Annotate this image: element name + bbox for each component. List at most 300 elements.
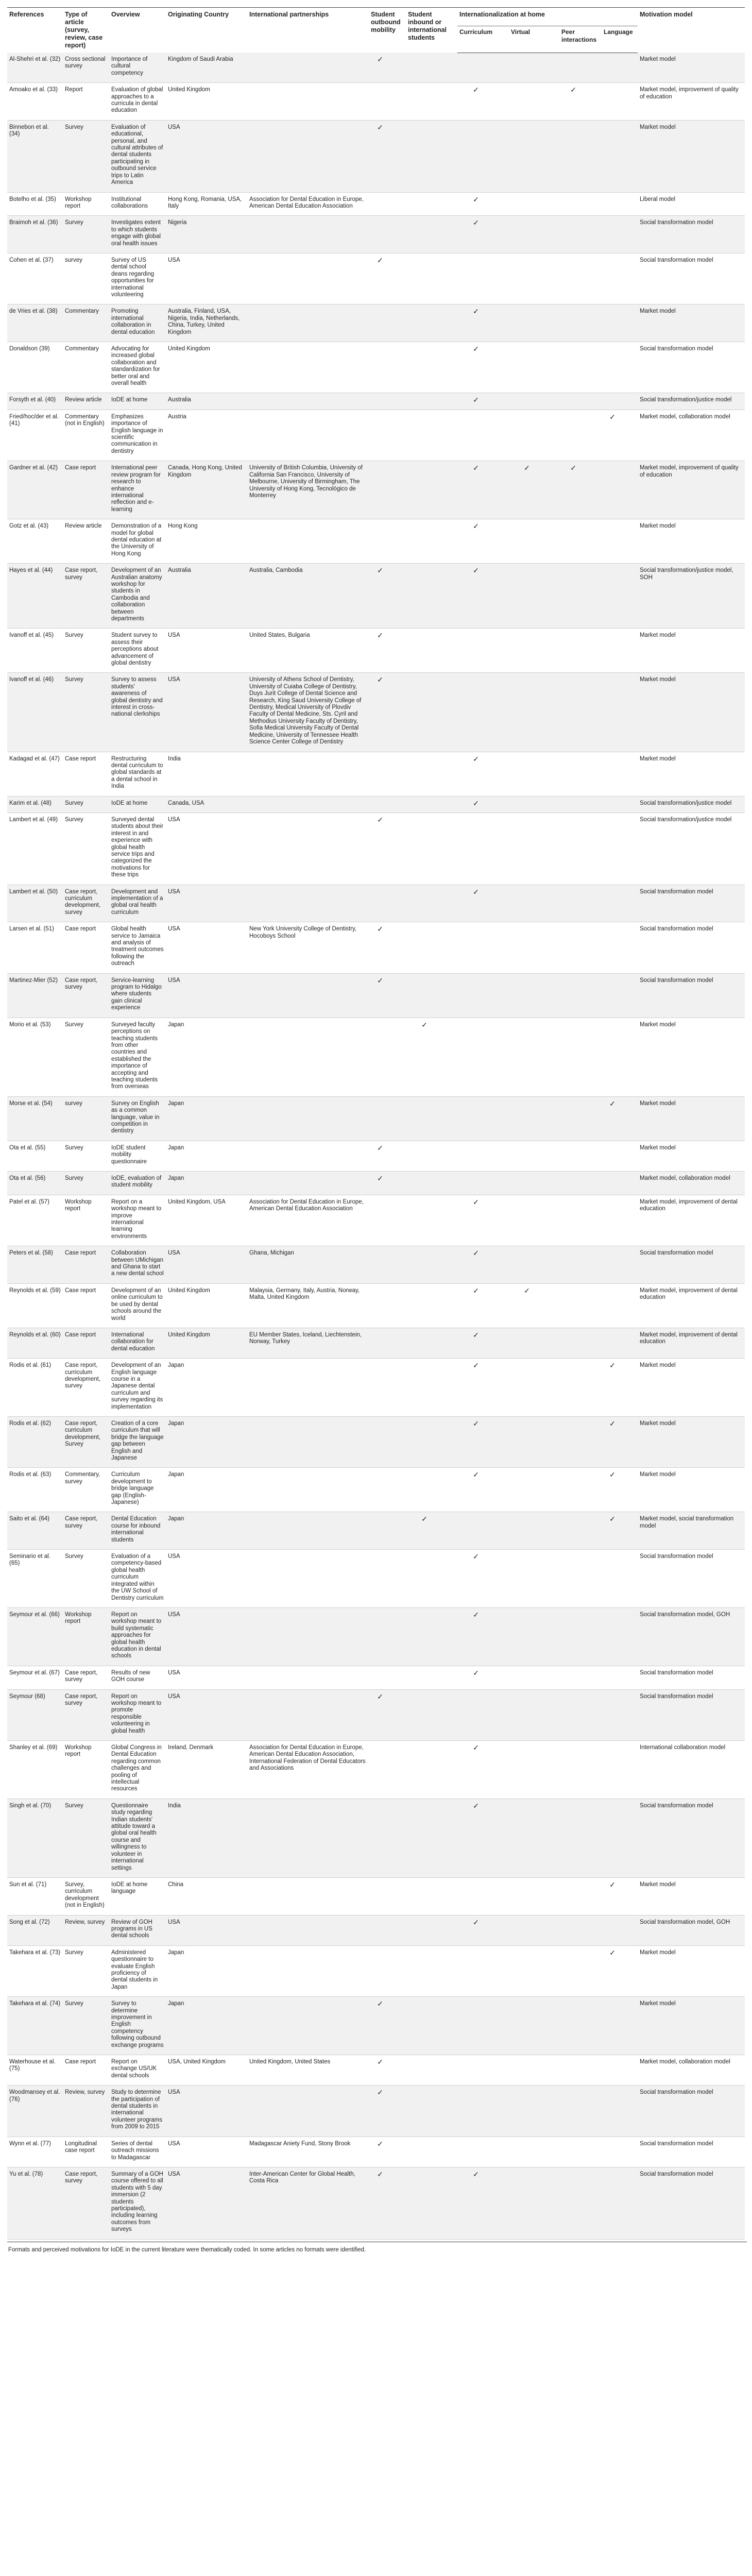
- check-mark-icon: ✓: [473, 1197, 479, 1206]
- cell-vir: [509, 629, 559, 673]
- cell-cur: [457, 1877, 509, 1915]
- cell-partners: [247, 1799, 369, 1877]
- cell-out: [369, 1689, 406, 1740]
- check-mark-icon: ✓: [421, 1515, 428, 1523]
- table-row: [7, 410, 745, 461]
- cell-out: [369, 2055, 406, 2086]
- cell-ref: Shanley et al. (69): [7, 1741, 63, 1799]
- cell-lang: [602, 1997, 638, 2055]
- cell-ref: Amoako et al. (33): [7, 83, 63, 121]
- header-references: References: [7, 8, 63, 53]
- header-overview: Overview: [109, 8, 166, 53]
- cell-peer: [559, 1359, 602, 1417]
- cell-lang: [602, 120, 638, 192]
- cell-ref: Al-Shehri et al. (32): [7, 53, 63, 83]
- cell-cur: [457, 342, 509, 393]
- cell-type: Survey: [63, 1172, 109, 1195]
- cell-out: [369, 1283, 406, 1328]
- cell-type: Commentary (not in English): [63, 410, 109, 461]
- cell-motive: Market model: [638, 629, 745, 673]
- cell-lang: [602, 1096, 638, 1141]
- cell-in: [406, 393, 457, 410]
- cell-lang: [602, 922, 638, 973]
- cell-in: [406, 885, 457, 922]
- cell-partners: University of Athens School of Dentistry, University of Cuiaba College of Dentistry, Duys Jurit College of Dental Science and Research, King Saud University College of Dentistry, Medical University of Plovdiv Faculty of Dental Medicine, Sts. Cyril and Methodius University Faculty of Dentistry, Sofia Medical University Faculty of Dental Medicine, University of Tennessee Health Science Center College of Dentistry: [247, 673, 369, 752]
- check-mark-icon: ✓: [473, 345, 479, 353]
- cell-vir: [509, 1246, 559, 1284]
- cell-cur: [457, 1018, 509, 1096]
- cell-lang: [602, 2137, 638, 2167]
- cell-out: [369, 1328, 406, 1358]
- cell-overview: Development of an English language course in a Japanese dental curriculum and survey regarding its implementation: [109, 1359, 166, 1417]
- cell-peer: [559, 973, 602, 1018]
- cell-lang: [602, 673, 638, 752]
- check-mark-icon: ✓: [377, 925, 383, 934]
- cell-ref: de Vries et al. (38): [7, 304, 63, 342]
- cell-overview: Review of GOH programs in US dental schools: [109, 1915, 166, 1945]
- cell-in: [406, 253, 457, 304]
- table-row: [7, 1246, 745, 1284]
- cell-in: [406, 1607, 457, 1666]
- cell-vir: [509, 1195, 559, 1246]
- check-mark-icon: ✓: [570, 464, 576, 472]
- table-row: [7, 304, 745, 342]
- cell-partners: [247, 1512, 369, 1550]
- check-mark-icon: ✓: [473, 566, 479, 575]
- cell-lang: [602, 1246, 638, 1284]
- cell-vir: [509, 83, 559, 121]
- cell-cur: [457, 1997, 509, 2055]
- cell-cur: [457, 410, 509, 461]
- cell-vir: [509, 2167, 559, 2239]
- cell-lang: [602, 629, 638, 673]
- cell-motive: Market model: [638, 304, 745, 342]
- check-mark-icon: ✓: [609, 412, 616, 421]
- cell-motive: Market model: [638, 120, 745, 192]
- check-mark-icon: ✓: [377, 2170, 383, 2178]
- cell-out: [369, 922, 406, 973]
- cell-peer: [559, 1741, 602, 1799]
- cell-out: [369, 1246, 406, 1284]
- cell-out: [369, 796, 406, 812]
- check-mark-icon: ✓: [609, 1880, 616, 1889]
- cell-overview: Curriculum development to bridge language gap (English-Japanese): [109, 1468, 166, 1512]
- table-row: [7, 1018, 745, 1096]
- cell-partners: [247, 973, 369, 1018]
- cell-in: [406, 53, 457, 83]
- cell-out: [369, 673, 406, 752]
- cell-partners: [247, 410, 369, 461]
- cell-motive: Market model: [638, 1997, 745, 2055]
- cell-out: [369, 752, 406, 796]
- cell-vir: [509, 673, 559, 752]
- check-mark-icon: ✓: [377, 1999, 383, 2008]
- cell-cur: [457, 253, 509, 304]
- check-mark-icon: ✓: [473, 2170, 479, 2178]
- cell-cur: [457, 973, 509, 1018]
- cell-in: [406, 812, 457, 885]
- check-mark-icon: ✓: [473, 1743, 479, 1752]
- cell-lang: [602, 1607, 638, 1666]
- cell-cur: [457, 812, 509, 885]
- header-outbound: Student outbound mobility: [369, 8, 406, 53]
- table-row: [7, 1945, 745, 1996]
- cell-out: [369, 342, 406, 393]
- cell-ref: Ivanoff et al. (45): [7, 629, 63, 673]
- table-row: [7, 752, 745, 796]
- cell-peer: [559, 1945, 602, 1996]
- cell-lang: [602, 796, 638, 812]
- cell-country: USA: [166, 1550, 247, 1608]
- table-row: [7, 461, 745, 519]
- cell-cur: [457, 629, 509, 673]
- cell-partners: [247, 53, 369, 83]
- cell-partners: Ghana, Michigan: [247, 1246, 369, 1284]
- cell-peer: [559, 216, 602, 253]
- cell-out: [369, 1512, 406, 1550]
- cell-out: [369, 2137, 406, 2167]
- cell-out: [369, 1195, 406, 1246]
- cell-type: Case report, survey: [63, 564, 109, 629]
- cell-overview: Report on exchange US/UK dental schools: [109, 2055, 166, 2086]
- cell-out: [369, 1915, 406, 1945]
- cell-cur: [457, 1550, 509, 1608]
- cell-overview: Development of an Australian anatomy workshop for students in Cambodia and collaboration between departments: [109, 564, 166, 629]
- check-mark-icon: ✓: [473, 396, 479, 404]
- cell-type: Survey: [63, 796, 109, 812]
- cell-country: Australia, Finland, USA, Nigeria, India, Netherlands, China, Turkey, United Kingdom: [166, 304, 247, 342]
- cell-ref: Peters et al. (58): [7, 1246, 63, 1284]
- cell-partners: [247, 1915, 369, 1945]
- check-mark-icon: ✓: [473, 1668, 479, 1677]
- cell-peer: [559, 1550, 602, 1608]
- header-inbound: Student inbound or international students: [406, 8, 457, 53]
- cell-partners: [247, 1018, 369, 1096]
- cell-ref: Takehara et al. (74): [7, 1997, 63, 2055]
- check-mark-icon: ✓: [524, 1286, 530, 1295]
- cell-ref: Morio et al. (53): [7, 1018, 63, 1096]
- cell-lang: [602, 1359, 638, 1417]
- check-mark-icon: ✓: [570, 86, 576, 94]
- cell-overview: Advocating for increased global collaboration and standardization for better oral and overall health: [109, 342, 166, 393]
- cell-motive: Market model: [638, 1468, 745, 1512]
- table-row: [7, 1096, 745, 1141]
- cell-motive: International collaboration model: [638, 1741, 745, 1799]
- cell-peer: [559, 1416, 602, 1467]
- cell-motive: Market model, collaboration model: [638, 2055, 745, 2086]
- cell-in: [406, 1550, 457, 1608]
- cell-ref: Rodis et al. (62): [7, 1416, 63, 1467]
- cell-overview: IoDE student mobility questionnaire: [109, 1141, 166, 1171]
- cell-ref: Gardner et al. (42): [7, 461, 63, 519]
- cell-lang: [602, 1468, 638, 1512]
- cell-vir: [509, 1018, 559, 1096]
- cell-lang: [602, 1945, 638, 1996]
- cell-country: Canada, Hong Kong, United Kingdom: [166, 461, 247, 519]
- check-mark-icon: ✓: [609, 1515, 616, 1523]
- cell-partners: [247, 1689, 369, 1740]
- table-row: [7, 1799, 745, 1877]
- cell-country: USA: [166, 2137, 247, 2167]
- cell-ref: Reynolds et al. (59): [7, 1283, 63, 1328]
- table-row: [7, 1141, 745, 1171]
- cell-out: [369, 410, 406, 461]
- check-mark-icon: ✓: [377, 1692, 383, 1701]
- cell-country: USA: [166, 1689, 247, 1740]
- cell-overview: Administered questionnaire to evaluate English proficiency of dental students in Japan: [109, 1945, 166, 1996]
- cell-ref: Forsyth et al. (40): [7, 393, 63, 410]
- cell-out: [369, 1877, 406, 1915]
- table-row: [7, 1512, 745, 1550]
- cell-overview: Survey to assess students' awareness of global dentistry and interest in cross-national clerkships: [109, 673, 166, 752]
- check-mark-icon: ✓: [609, 1099, 616, 1108]
- cell-country: USA: [166, 1915, 247, 1945]
- cell-motive: Market model: [638, 53, 745, 83]
- cell-peer: [559, 1172, 602, 1195]
- cell-in: [406, 2167, 457, 2239]
- cell-ref: Larsen et al. (51): [7, 922, 63, 973]
- check-mark-icon: ✓: [524, 464, 530, 472]
- cell-vir: [509, 342, 559, 393]
- cell-vir: [509, 973, 559, 1018]
- cell-motive: Market model, improvement of dental education: [638, 1328, 745, 1358]
- cell-in: [406, 1096, 457, 1141]
- cell-country: Hong Kong: [166, 519, 247, 564]
- cell-overview: IoDE at home language: [109, 1877, 166, 1915]
- check-mark-icon: ✓: [377, 123, 383, 131]
- cell-cur: [457, 1666, 509, 1689]
- cell-lang: [602, 2086, 638, 2137]
- cell-ref: Ota et al. (56): [7, 1172, 63, 1195]
- cell-motive: Social transformation/justice model: [638, 393, 745, 410]
- cell-out: [369, 564, 406, 629]
- cell-ref: Seymour (68): [7, 1689, 63, 1740]
- cell-vir: [509, 216, 559, 253]
- cell-peer: [559, 885, 602, 922]
- cell-cur: [457, 752, 509, 796]
- cell-motive: Market model: [638, 1945, 745, 1996]
- cell-in: [406, 1689, 457, 1740]
- cell-in: [406, 922, 457, 973]
- cell-country: Austria: [166, 410, 247, 461]
- table-row: [7, 192, 745, 216]
- table-row: [7, 253, 745, 304]
- cell-lang: [602, 2167, 638, 2239]
- cell-country: United Kingdom: [166, 1328, 247, 1358]
- cell-partners: [247, 216, 369, 253]
- cell-motive: Market model: [638, 1416, 745, 1467]
- cell-cur: [457, 120, 509, 192]
- cell-motive: Social transformation model, GOH: [638, 1915, 745, 1945]
- cell-motive: Market model, improvement of dental education: [638, 1283, 745, 1328]
- cell-country: Hong Kong, Romania, USA, Italy: [166, 192, 247, 216]
- cell-in: [406, 1018, 457, 1096]
- cell-overview: Global Congress in Dental Education regarding common challenges and pooling of intellectual resources: [109, 1741, 166, 1799]
- cell-ref: Woodmansey et al. (76): [7, 2086, 63, 2137]
- cell-in: [406, 1172, 457, 1195]
- cell-lang: [602, 53, 638, 83]
- cell-vir: [509, 885, 559, 922]
- check-mark-icon: ✓: [473, 1249, 479, 1258]
- cell-country: USA: [166, 2167, 247, 2239]
- cell-overview: Report on workshop meant to promote responsible volunteering in global health: [109, 1689, 166, 1740]
- cell-partners: New York University College of Dentistry, Hocoboys School: [247, 922, 369, 973]
- cell-lang: [602, 1018, 638, 1096]
- table-row: [7, 53, 745, 83]
- cell-partners: Malaysia, Germany, Italy, Austria, Norway, Malta, United Kingdom: [247, 1283, 369, 1328]
- cell-partners: [247, 1945, 369, 1996]
- cell-cur: [457, 192, 509, 216]
- cell-cur: [457, 1141, 509, 1171]
- cell-lang: [602, 1689, 638, 1740]
- cell-peer: [559, 1512, 602, 1550]
- cell-ref: Rodis et al. (63): [7, 1468, 63, 1512]
- check-mark-icon: ✓: [473, 1918, 479, 1926]
- cell-overview: Collaboration between UMichigan and Ghana to start a new dental school: [109, 1246, 166, 1284]
- check-mark-icon: ✓: [377, 1143, 383, 1152]
- cell-peer: [559, 342, 602, 393]
- cell-type: Case report: [63, 461, 109, 519]
- cell-country: Japan: [166, 1512, 247, 1550]
- cell-peer: [559, 564, 602, 629]
- cell-peer: [559, 1141, 602, 1171]
- cell-in: [406, 192, 457, 216]
- table-row: [7, 973, 745, 1018]
- cell-in: [406, 1359, 457, 1417]
- cell-peer: [559, 53, 602, 83]
- cell-partners: [247, 83, 369, 121]
- header-partnerships: International partnerships: [247, 8, 369, 53]
- cell-type: Survey: [63, 1018, 109, 1096]
- cell-overview: Survey on English as a common language, value in competition in dentistry: [109, 1096, 166, 1141]
- cell-country: USA: [166, 885, 247, 922]
- cell-vir: [509, 1468, 559, 1512]
- check-mark-icon: ✓: [609, 1470, 616, 1479]
- cell-type: Review, survey: [63, 1915, 109, 1945]
- cell-peer: [559, 796, 602, 812]
- cell-partners: Australia, Cambodia: [247, 564, 369, 629]
- cell-motive: Social transformation model: [638, 922, 745, 973]
- cell-peer: [559, 253, 602, 304]
- cell-country: USA: [166, 629, 247, 673]
- cell-country: Japan: [166, 1416, 247, 1467]
- cell-country: Japan: [166, 1096, 247, 1141]
- cell-partners: [247, 1468, 369, 1512]
- table-row: [7, 120, 745, 192]
- cell-partners: EU Member States, Iceland, Liechtenstein, Norway, Turkey: [247, 1328, 369, 1358]
- cell-motive: Social transformation model: [638, 2167, 745, 2239]
- cell-cur: [457, 1741, 509, 1799]
- cell-in: [406, 304, 457, 342]
- cell-type: Review article: [63, 519, 109, 564]
- cell-out: [369, 83, 406, 121]
- cell-country: Japan: [166, 1997, 247, 2055]
- table-row: [7, 1468, 745, 1512]
- cell-type: Case report, survey: [63, 1689, 109, 1740]
- cell-motive: Social transformation model: [638, 885, 745, 922]
- cell-overview: IoDE at home: [109, 393, 166, 410]
- cell-lang: [602, 752, 638, 796]
- cell-partners: [247, 253, 369, 304]
- header-curriculum: Curriculum: [457, 26, 509, 53]
- cell-country: USA: [166, 922, 247, 973]
- cell-type: Survey: [63, 1945, 109, 1996]
- cell-lang: [602, 973, 638, 1018]
- cell-type: Review, survey: [63, 2086, 109, 2137]
- cell-type: Survey: [63, 1799, 109, 1877]
- check-mark-icon: ✓: [473, 464, 479, 472]
- cell-peer: [559, 304, 602, 342]
- cell-ref: Ota et al. (55): [7, 1141, 63, 1171]
- table-row: [7, 564, 745, 629]
- cell-peer: [559, 393, 602, 410]
- cell-motive: Market model: [638, 673, 745, 752]
- cell-vir: [509, 2055, 559, 2086]
- cell-lang: [602, 342, 638, 393]
- cell-motive: Market model: [638, 1877, 745, 1915]
- cell-vir: [509, 1877, 559, 1915]
- cell-in: [406, 1799, 457, 1877]
- cell-ref: Yu et al. (78): [7, 2167, 63, 2239]
- cell-cur: [457, 2055, 509, 2086]
- cell-out: [369, 629, 406, 673]
- cell-peer: [559, 1689, 602, 1740]
- cell-type: Workshop report: [63, 1607, 109, 1666]
- cell-ref: Takehara et al. (73): [7, 1945, 63, 1996]
- cell-type: Survey: [63, 216, 109, 253]
- cell-ref: Botelho et al. (35): [7, 192, 63, 216]
- table-row: [7, 1607, 745, 1666]
- cell-in: [406, 410, 457, 461]
- cell-type: Case report: [63, 1283, 109, 1328]
- cell-peer: [559, 120, 602, 192]
- cell-country: USA: [166, 1607, 247, 1666]
- table-row: [7, 1328, 745, 1358]
- cell-vir: [509, 752, 559, 796]
- cell-country: USA: [166, 1666, 247, 1689]
- cell-out: [369, 2167, 406, 2239]
- check-mark-icon: ✓: [377, 631, 383, 640]
- cell-vir: [509, 796, 559, 812]
- cell-country: USA: [166, 973, 247, 1018]
- cell-peer: [559, 2086, 602, 2137]
- cell-cur: [457, 1689, 509, 1740]
- table-row: [7, 922, 745, 973]
- cell-cur: [457, 1915, 509, 1945]
- cell-ref: Song et al. (72): [7, 1915, 63, 1945]
- cell-cur: [457, 796, 509, 812]
- cell-peer: [559, 752, 602, 796]
- cell-cur: [457, 393, 509, 410]
- cell-overview: Study to determine the participation of dental students in international volunteer programs from 2009 to 2015: [109, 2086, 166, 2137]
- cell-vir: [509, 1283, 559, 1328]
- cell-motive: Social transformation model, GOH: [638, 1607, 745, 1666]
- cell-cur: [457, 2137, 509, 2167]
- table-footnote: Formats and perceived motivations for IoDE in the current literature were thematically coded. In some articles no formats were identified.: [7, 2242, 747, 2258]
- cell-partners: Association for Dental Education in Europe, American Dental Education Association: [247, 192, 369, 216]
- cell-vir: [509, 1741, 559, 1799]
- cell-vir: [509, 461, 559, 519]
- cell-lang: [602, 1172, 638, 1195]
- cell-type: Case report: [63, 752, 109, 796]
- header-peer: Peer interactions: [559, 26, 602, 53]
- cell-type: Survey: [63, 629, 109, 673]
- table-row: [7, 885, 745, 922]
- cell-in: [406, 461, 457, 519]
- cell-country: Japan: [166, 1359, 247, 1417]
- cell-partners: Association for Dental Education in Europe, American Dental Education Association, International Federation of Dental Educators and Associations: [247, 1741, 369, 1799]
- cell-ref: Lambert et al. (50): [7, 885, 63, 922]
